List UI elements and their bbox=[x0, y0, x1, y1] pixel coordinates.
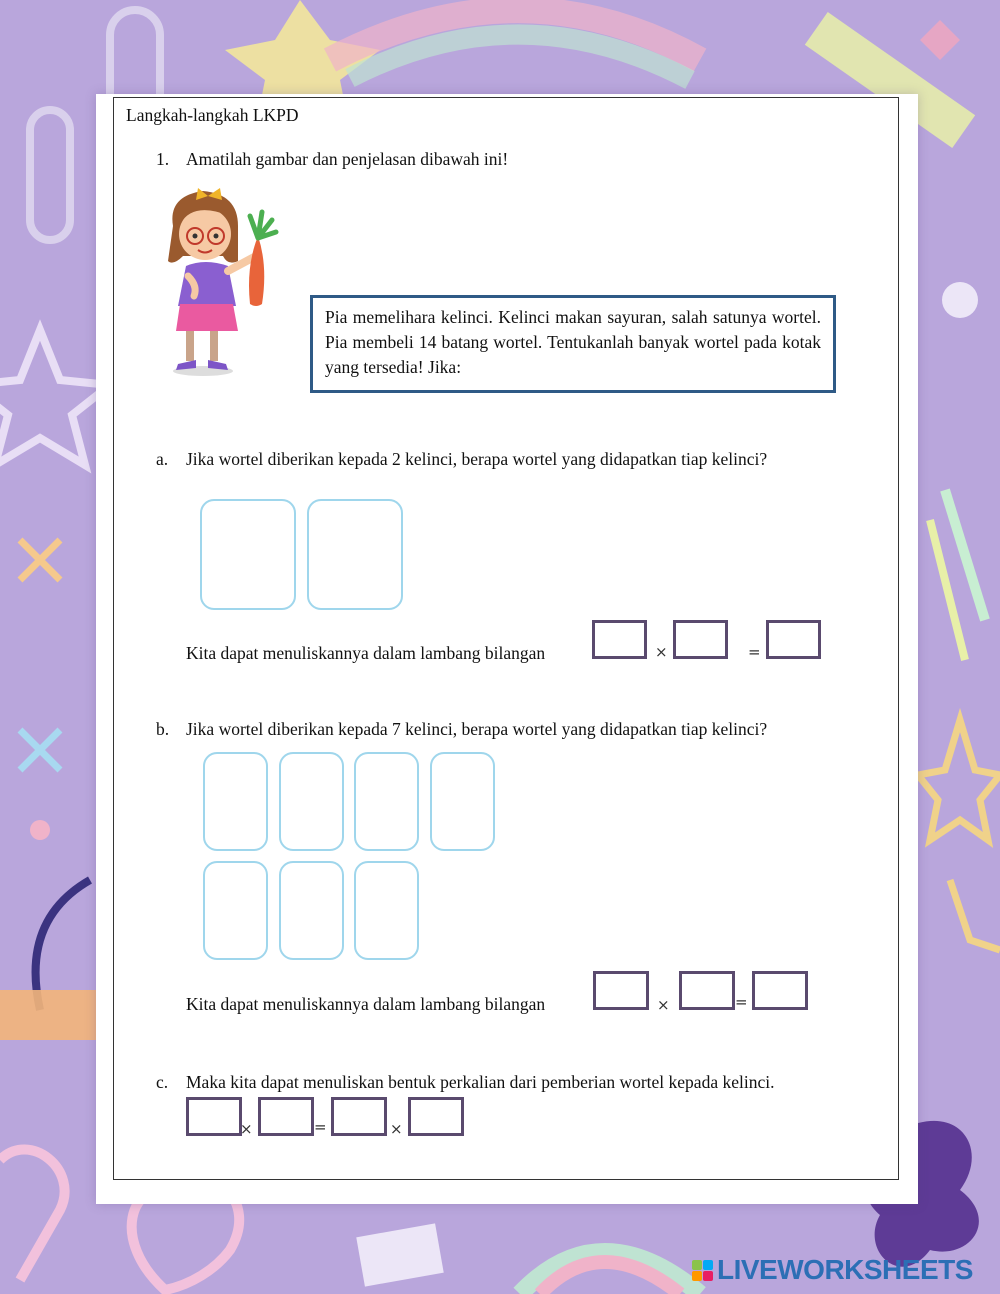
times-sign: × bbox=[390, 1120, 403, 1138]
part-b-answer-box[interactable] bbox=[679, 971, 735, 1010]
part-a-question: Jika wortel diberikan kepada 2 kelinci, berapa wortel yang didapatkan tiap kelinci? bbox=[186, 449, 768, 469]
part-b-drop-card[interactable] bbox=[203, 861, 268, 960]
equals-sign: = bbox=[748, 643, 761, 661]
story-box: Pia memelihara kelinci. Kelinci makan sayuran, salah satunya wortel. Pia membeli 14 batang wortel. Tentukanlah banyak wortel pada kotak yang tersedia! Jika: bbox=[310, 295, 836, 393]
times-sign: × bbox=[240, 1120, 253, 1138]
part-a-answer-box[interactable] bbox=[673, 620, 728, 659]
step-number: 1. bbox=[156, 149, 170, 169]
part-b-drop-card[interactable] bbox=[430, 752, 495, 851]
times-sign: × bbox=[657, 996, 670, 1014]
girl-holding-carrot-illustration bbox=[158, 186, 288, 378]
part-a-symbol-text: Kita dapat menuliskannya dalam lambang bilangan bbox=[186, 643, 546, 663]
part-c-answer-box[interactable] bbox=[331, 1097, 387, 1136]
part-a-drop-card[interactable] bbox=[200, 499, 296, 610]
worksheet-heading: Langkah-langkah LKPD bbox=[126, 105, 299, 125]
logo-grid-icon bbox=[692, 1260, 713, 1281]
part-a-letter: a. bbox=[156, 449, 169, 469]
part-a-drop-card[interactable] bbox=[307, 499, 403, 610]
part-b-symbol-text: Kita dapat menuliskannya dalam lambang bilangan bbox=[186, 994, 546, 1014]
part-b-drop-card[interactable] bbox=[279, 752, 344, 851]
part-a-answer-box[interactable] bbox=[766, 620, 821, 659]
part-b-letter: b. bbox=[156, 719, 170, 739]
part-b-answer-box[interactable] bbox=[752, 971, 808, 1010]
equals-sign: = bbox=[314, 1118, 327, 1136]
part-b-drop-card[interactable] bbox=[354, 861, 419, 960]
part-b-question: Jika wortel diberikan kepada 7 kelinci, berapa wortel yang didapatkan tiap kelinci? bbox=[186, 719, 768, 739]
equals-sign: = bbox=[735, 993, 748, 1011]
part-b-drop-card[interactable] bbox=[354, 752, 419, 851]
part-b-drop-card[interactable] bbox=[279, 861, 344, 960]
part-c-letter: c. bbox=[156, 1072, 169, 1092]
liveworksheets-logo bbox=[692, 1254, 973, 1286]
part-b-drop-card[interactable] bbox=[203, 752, 268, 851]
part-c-answer-box[interactable] bbox=[258, 1097, 314, 1136]
step-instruction: Amatilah gambar dan penjelasan dibawah ini! bbox=[186, 149, 509, 169]
part-a-answer-box[interactable] bbox=[592, 620, 647, 659]
part-b-answer-box[interactable] bbox=[593, 971, 649, 1010]
brand-name: LIVEWORKSHEETS bbox=[717, 1254, 973, 1285]
part-c-answer-box[interactable] bbox=[186, 1097, 242, 1136]
times-sign: × bbox=[655, 643, 668, 661]
part-c-answer-box[interactable] bbox=[408, 1097, 464, 1136]
part-c-question: Maka kita dapat menuliskan bentuk perkalian dari pemberian wortel kepada kelinci. bbox=[186, 1072, 775, 1092]
